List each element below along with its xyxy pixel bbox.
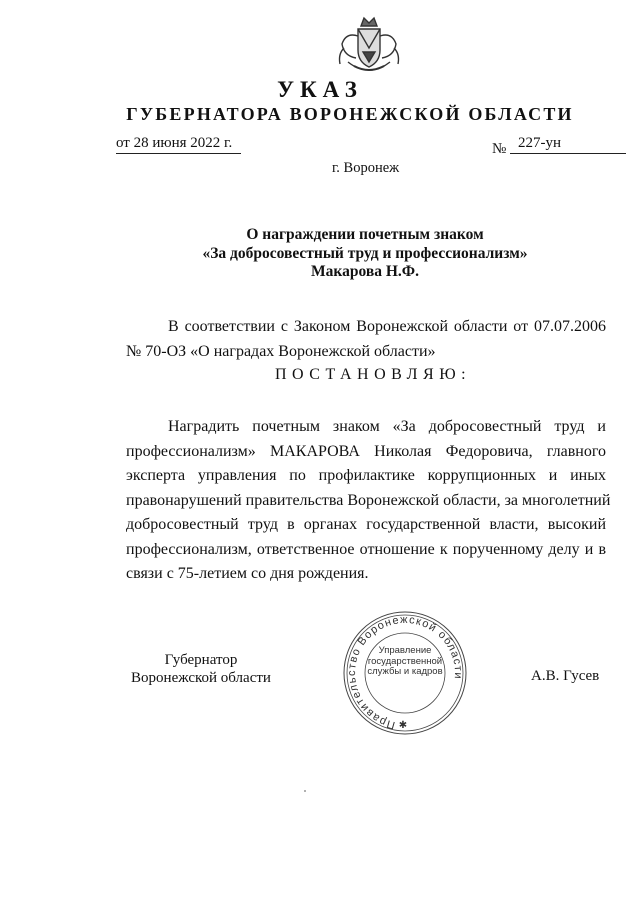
stamp-star-icon: ✱ xyxy=(398,720,408,731)
paragraph-line: правонарушений правительства Воронежской области, за многолетний xyxy=(126,491,611,509)
stamp-line: государственной xyxy=(367,655,443,667)
stamp-line: Управление xyxy=(378,645,432,656)
heading-line: «За добросовестный труд и профессионализм» xyxy=(202,244,528,262)
document-date: от 28 июня 2022 г. xyxy=(116,135,241,154)
basis-paragraph xyxy=(126,314,606,364)
paragraph-line: профессионализм, ответственное отношение к порученному делу и в xyxy=(126,540,606,558)
paragraph-line: связи с 75-летием со дня рождения. xyxy=(126,565,369,582)
coat-of-arms-icon xyxy=(334,14,404,76)
signatory-name: А.В. Гусев xyxy=(531,668,600,684)
decree-word: ПОСТАНОВЛЯЮ: xyxy=(275,366,472,383)
award-paragraph xyxy=(126,415,611,587)
position-line: Воронежской области xyxy=(131,670,271,686)
document-subtitle: ГУБЕРНАТОРА ВОРОНЕЖСКОЙ ОБЛАСТИ xyxy=(126,104,574,124)
position-line: Губернатор xyxy=(164,652,238,668)
heading-line: Макарова Н.Ф. xyxy=(311,263,419,280)
document-city: г. Воронеж xyxy=(332,160,400,176)
stamp-ring-text: Правительство Воронежской области xyxy=(346,613,465,731)
stamp-inner-text xyxy=(365,646,445,678)
document-heading xyxy=(150,226,580,282)
paragraph-line: Наградить почетным знаком «За добросовестный труд и xyxy=(168,418,606,435)
paragraph-line: № 70-ОЗ «О наградах Воронежской области» xyxy=(126,343,436,360)
paragraph-line: добросовестный труд в органах государственной власти, высокий xyxy=(126,516,606,533)
scan-speck xyxy=(304,790,306,792)
paragraph-line: В соответствии с Законом Воронежской области от 07.07.2006 xyxy=(168,318,606,335)
document-number: 227-ун xyxy=(510,135,626,154)
paragraph-line: профессионализм» МАКАРОВА Николая Федоровича, главного xyxy=(126,442,606,460)
heading-line: О награждении почетным знаком xyxy=(246,226,484,243)
number-label: № xyxy=(492,141,507,157)
stamp-line: службы и кадров xyxy=(367,666,443,677)
paragraph-line: эксперта управления по профилактике коррупционных и иных xyxy=(126,467,606,484)
signatory-position xyxy=(126,651,276,687)
document-title: УКАЗ xyxy=(277,77,363,102)
